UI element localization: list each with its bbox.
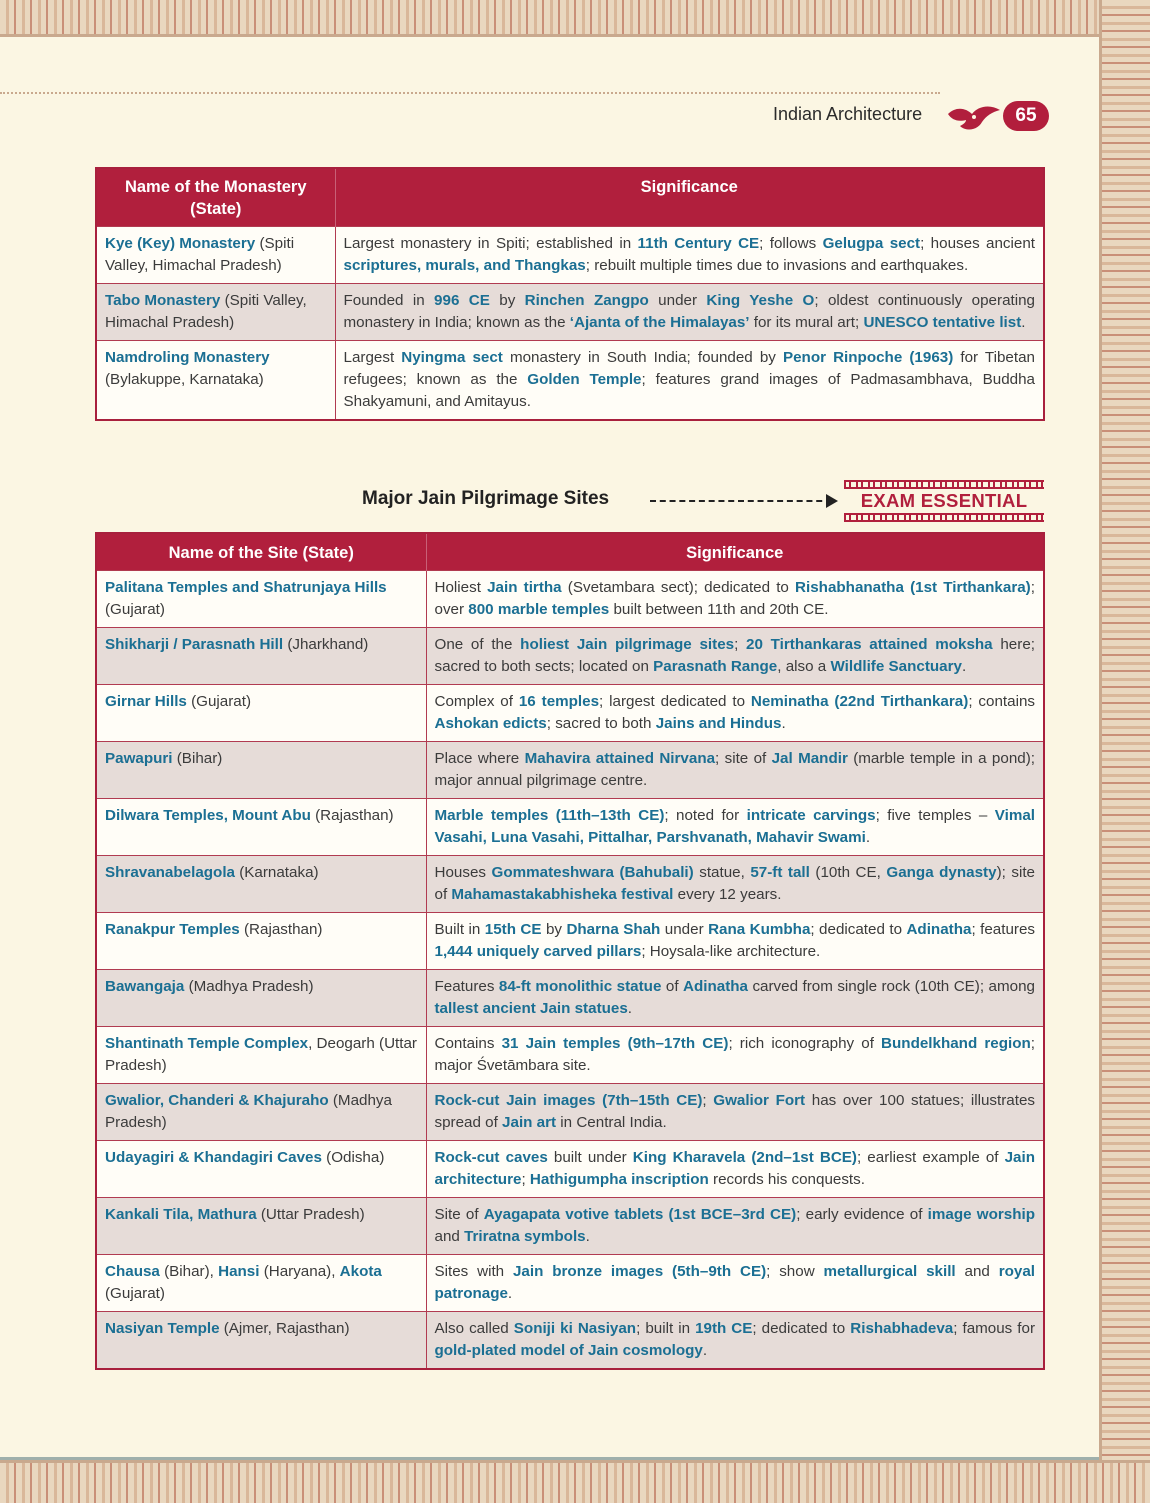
table-row xyxy=(96,341,1044,421)
highlighted-term: Golden Temple xyxy=(527,371,642,388)
table-row xyxy=(96,742,1044,799)
running-header: Indian Architecture xyxy=(773,104,923,124)
highlighted-term: Shikharji / Parasnath Hill xyxy=(105,636,284,653)
highlighted-term: Jains and Hindus xyxy=(655,715,782,732)
plain-text: . xyxy=(1021,314,1026,331)
plain-text: in Central India. xyxy=(556,1114,667,1131)
table-row xyxy=(96,970,1044,1027)
plain-text: (Bihar), xyxy=(159,1263,219,1280)
highlighted-term: 11th Century CE xyxy=(637,235,760,252)
highlighted-term: Chausa xyxy=(105,1263,160,1280)
highlighted-term: Bawangaja xyxy=(105,978,185,995)
column-header-name: Name of the Monastery (State) xyxy=(96,168,335,227)
highlighted-term: Nyingma sect xyxy=(401,349,503,366)
significance-cell xyxy=(426,742,1044,799)
plain-text: Site of xyxy=(434,1206,484,1223)
site-name-cell xyxy=(96,1255,426,1312)
site-name-cell xyxy=(96,856,426,913)
plain-text: (marble temple in a pond); major annual pilgrimage centre. xyxy=(434,750,1035,789)
plain-text: (Ajmer, Rajasthan) xyxy=(219,1320,350,1337)
plain-text: Sites with xyxy=(434,1263,513,1280)
plain-text: Largest monastery in Spiti; established in xyxy=(343,235,638,252)
decorative-border-top xyxy=(0,0,1150,37)
plain-text: Complex of xyxy=(434,693,519,710)
highlighted-term: holiest Jain pilgrimage sites xyxy=(520,636,735,653)
highlighted-term: Marble temples (11th–13th CE) xyxy=(434,807,665,824)
plain-text: ; xyxy=(702,1092,714,1109)
highlighted-term: Ayagapata votive tablets (1st BCE–3rd CE) xyxy=(483,1206,797,1223)
table-row xyxy=(96,571,1044,628)
site-name-cell xyxy=(96,571,426,628)
highlighted-term: Jal Mandir xyxy=(771,750,848,767)
significance-cell xyxy=(335,227,1044,284)
header-rule xyxy=(0,92,940,94)
greek-key-band-bottom xyxy=(844,513,1044,522)
highlighted-term: image worship xyxy=(927,1206,1035,1223)
section-heading: Major Jain Pilgrimage Sites xyxy=(362,488,610,509)
column-header-significance: Significance xyxy=(426,533,1044,571)
table-row xyxy=(96,1141,1044,1198)
plain-text: One of the xyxy=(434,636,521,653)
highlighted-term: Soniji ki Nasiyan xyxy=(513,1320,637,1337)
decorative-border-right xyxy=(1099,0,1150,1500)
highlighted-term: Rinchen Zangpo xyxy=(524,292,649,309)
plain-text: by xyxy=(541,921,567,938)
plain-text: here; sacred to both sects; located on xyxy=(434,636,1035,675)
highlighted-term: Tabo Monastery xyxy=(105,292,221,309)
plain-text: ; dedicated to xyxy=(752,1320,851,1337)
table-row xyxy=(96,284,1044,341)
site-name-cell xyxy=(96,284,335,341)
table-header-row xyxy=(96,533,1044,571)
highlighted-term: tallest ancient Jain statues xyxy=(434,1000,628,1017)
highlighted-term: Rishabhadeva xyxy=(850,1320,954,1337)
table-row xyxy=(96,227,1044,284)
plain-text: Place where xyxy=(434,750,525,767)
significance-cell xyxy=(426,970,1044,1027)
highlighted-term: royal patronage xyxy=(434,1263,1035,1302)
plain-text: Contains xyxy=(434,1035,502,1052)
plain-text: of xyxy=(661,978,683,995)
plain-text: (Rajasthan) xyxy=(239,921,323,938)
monastery-table xyxy=(95,167,1045,421)
highlighted-term: 1,444 uniquely carved pillars xyxy=(434,943,642,960)
plain-text: statue, xyxy=(693,864,751,881)
table-row xyxy=(96,1198,1044,1255)
site-name-cell xyxy=(96,799,426,856)
table-row xyxy=(96,1027,1044,1084)
highlighted-term: scriptures, murals, and Thangkas xyxy=(343,257,586,274)
plain-text: ; dedicated to xyxy=(810,921,907,938)
significance-cell xyxy=(426,1027,1044,1084)
plain-text: (Gujarat) xyxy=(105,601,165,618)
site-name-cell xyxy=(96,1027,426,1084)
highlighted-term: Namdroling Monastery xyxy=(105,349,270,366)
plain-text: ; famous for xyxy=(953,1320,1036,1337)
plain-text: (Spiti Valley, Himachal Pradesh) xyxy=(105,292,307,331)
significance-cell xyxy=(426,685,1044,742)
significance-cell xyxy=(426,1198,1044,1255)
plain-text: ; xyxy=(734,636,747,653)
plain-text: and xyxy=(955,1263,999,1280)
highlighted-term: Penor Rinpoche (1963) xyxy=(782,349,954,366)
significance-cell xyxy=(426,628,1044,685)
plain-text: ; follows xyxy=(759,235,823,252)
plain-text: ; site of xyxy=(715,750,772,767)
highlighted-term: Girnar Hills xyxy=(105,693,187,710)
plain-text: (Haryana), xyxy=(259,1263,340,1280)
table-header-row xyxy=(96,168,1044,227)
plain-text: ; early evidence of xyxy=(796,1206,928,1223)
plain-text: . xyxy=(585,1228,590,1245)
highlighted-term: ‘Ajanta of the Himalayas’ xyxy=(569,314,750,331)
table-row xyxy=(96,913,1044,970)
plain-text: ; rich iconography of xyxy=(728,1035,882,1052)
plain-text: . xyxy=(702,1342,708,1359)
highlighted-term: Bundelkhand region xyxy=(881,1035,1031,1052)
highlighted-term: Dilwara Temples, Mount Abu xyxy=(105,807,311,824)
site-name-cell xyxy=(96,341,335,421)
plain-text: . xyxy=(627,1000,633,1017)
highlighted-term: Ranakpur Temples xyxy=(105,921,240,938)
highlighted-term: Jain bronze images (5th–9th CE) xyxy=(512,1263,767,1280)
highlighted-term: Gommateshwara (Bahubali) xyxy=(491,864,694,881)
plain-text: ; largest dedicated to xyxy=(599,693,751,710)
plain-text: Largest xyxy=(343,349,402,366)
highlighted-term: Parasnath Range xyxy=(653,658,778,675)
highlighted-term: metallurgical skill xyxy=(823,1263,956,1280)
plain-text: (Madhya Pradesh) xyxy=(105,1092,392,1131)
plain-text: for its mural art; xyxy=(749,314,864,331)
site-name-cell xyxy=(96,1198,426,1255)
highlighted-term: Rock-cut caves xyxy=(434,1149,548,1166)
column-header-name: Name of the Site (State) xyxy=(96,533,426,571)
plain-text: has over 100 statues; illustrates spread of xyxy=(434,1092,1035,1131)
plain-text: records his conquests. xyxy=(708,1171,865,1188)
greek-key-band-top xyxy=(844,480,1044,489)
highlighted-term: Adinatha xyxy=(683,978,748,995)
significance-cell xyxy=(335,341,1044,421)
column-header-significance: Significance xyxy=(335,168,1044,227)
site-name-cell xyxy=(96,742,426,799)
site-name-cell xyxy=(96,1141,426,1198)
plain-text: ; contains xyxy=(968,693,1035,710)
plain-text: (Rajasthan) xyxy=(310,807,394,824)
plain-text: (Svetambara sect); dedicated to xyxy=(561,579,796,596)
highlighted-term: Rock-cut Jain images (7th–15th CE) xyxy=(434,1092,703,1109)
highlighted-term: Neminatha (22nd Tirthankara) xyxy=(750,693,969,710)
plain-text: ; xyxy=(521,1171,530,1188)
plain-text: (Gujarat) xyxy=(105,1285,165,1302)
highlighted-term: Mahamastakabhisheka festival xyxy=(451,886,674,903)
highlighted-term: Gwalior, Chanderi & Khajuraho xyxy=(105,1092,329,1109)
highlighted-term: Kye (Key) Monastery xyxy=(105,235,256,252)
plain-text: ; noted for xyxy=(664,807,747,824)
plain-text: (Gujarat) xyxy=(186,693,252,710)
plain-text: Also called xyxy=(434,1320,514,1337)
plain-text: ; major Śvetāmbara site. xyxy=(434,1035,1036,1074)
highlighted-term: Kankali Tila, Mathura xyxy=(105,1206,257,1223)
plain-text: Holiest xyxy=(434,579,488,596)
highlighted-term: Rishabhanatha (1st Tirthankara) xyxy=(795,579,1031,596)
highlighted-term: intricate carvings xyxy=(746,807,876,824)
plain-text: ; show xyxy=(766,1263,824,1280)
plain-text: ; earliest example of xyxy=(857,1149,1005,1166)
table-row xyxy=(96,799,1044,856)
plain-text: ); site of xyxy=(434,864,1035,903)
highlighted-term: 996 CE xyxy=(434,292,490,309)
plain-text: ; houses ancient xyxy=(920,235,1036,252)
plain-text: every 12 years. xyxy=(673,886,782,903)
plain-text: (10th CE, xyxy=(809,864,887,881)
plain-text: (Jharkhand) xyxy=(283,636,369,653)
highlighted-term: gold-plated model of Jain cosmology xyxy=(434,1342,703,1359)
highlighted-term: Palitana Temples and Shatrunjaya Hills xyxy=(105,579,387,596)
highlighted-term: Vimal Vasahi, Luna Vasahi, Pittalhar, Parshvanath, Mahavir Swami xyxy=(434,807,1036,846)
highlighted-term: Wildlife Sanctuary xyxy=(830,658,962,675)
table-row xyxy=(96,628,1044,685)
plain-text: for Tibetan refugees; known as the xyxy=(343,349,1035,388)
plain-text: , Deogarh (Uttar Pradesh) xyxy=(105,1035,417,1074)
plain-text: . xyxy=(865,829,871,846)
plain-text: Houses xyxy=(434,864,492,881)
plain-text: ; sacred to both xyxy=(546,715,656,732)
plain-text: , also a xyxy=(777,658,831,675)
plain-text: under xyxy=(660,921,709,938)
plain-text: (Karnataka) xyxy=(235,864,319,881)
highlighted-term: King Yeshe O xyxy=(706,292,815,309)
plain-text: ; features grand images of Padmasambhava, Buddha Shakyamuni, and Amitayus. xyxy=(343,371,1035,410)
highlighted-term: 57-ft tall xyxy=(750,864,810,881)
table-row xyxy=(96,1312,1044,1370)
plain-text: ; over xyxy=(434,579,1035,618)
site-name-cell xyxy=(96,685,426,742)
significance-cell xyxy=(335,284,1044,341)
highlighted-term: Pawapuri xyxy=(105,750,173,767)
plain-text: ; Hoysala-like architecture. xyxy=(641,943,821,960)
highlighted-term: Jain art xyxy=(502,1114,557,1131)
highlighted-term: Shantinath Temple Complex xyxy=(105,1035,309,1052)
exam-essential-label: EXAM ESSENTIAL xyxy=(860,490,1028,511)
highlighted-term: Nasiyan Temple xyxy=(105,1320,220,1337)
site-name-cell xyxy=(96,1312,426,1370)
highlighted-term: Akota xyxy=(339,1263,382,1280)
plain-text: Features xyxy=(434,978,499,995)
plain-text: ; five temples – xyxy=(875,807,995,824)
plain-text: ; features xyxy=(971,921,1035,938)
highlighted-term: Shravanabelagola xyxy=(105,864,235,881)
highlighted-term: Ganga dynasty xyxy=(886,864,997,881)
plain-text: . xyxy=(781,715,786,732)
plain-text: by xyxy=(489,292,525,309)
plain-text: built under xyxy=(547,1149,633,1166)
highlighted-term: Rana Kumbha xyxy=(708,921,811,938)
highlighted-term: Udayagiri & Khandagiri Caves xyxy=(105,1149,322,1166)
significance-cell xyxy=(426,799,1044,856)
significance-cell xyxy=(426,856,1044,913)
significance-cell xyxy=(426,571,1044,628)
significance-cell xyxy=(426,1084,1044,1141)
highlighted-term: Jain tirtha xyxy=(487,579,562,596)
plain-text: carved from single rock (10th CE); among xyxy=(747,978,1035,995)
highlighted-term: 20 Tirthankaras attained moksha xyxy=(746,636,993,653)
significance-cell xyxy=(426,1255,1044,1312)
arrow-dashed-line xyxy=(650,500,832,502)
plain-text: (Madhya Pradesh) xyxy=(184,978,314,995)
highlighted-term: Jain architecture xyxy=(434,1149,1035,1188)
page-number: 65 xyxy=(1003,101,1049,131)
table-row xyxy=(96,1084,1044,1141)
highlighted-term: 19th CE xyxy=(695,1320,753,1337)
highlighted-term: 31 Jain temples (9th–17th CE) xyxy=(501,1035,729,1052)
plain-text: ; rebuilt multiple times due to invasions and earthquakes. xyxy=(585,257,969,274)
arrow-right-icon xyxy=(826,494,838,508)
bird-ornament-icon xyxy=(944,100,1004,134)
plain-text: Founded in xyxy=(343,292,435,309)
plain-text: ; built in xyxy=(636,1320,696,1337)
plain-text: ; oldest continuously operating monastery in India; known as the xyxy=(343,292,1035,331)
significance-cell xyxy=(426,913,1044,970)
highlighted-term: 15th CE xyxy=(484,921,542,938)
highlighted-term: Triratna symbols xyxy=(464,1228,586,1245)
plain-text: monastery in South India; founded by xyxy=(502,349,783,366)
plain-text: built between 11th and 20th CE. xyxy=(609,601,829,618)
plain-text: (Bylakuppe, Karnataka) xyxy=(105,371,264,388)
site-name-cell xyxy=(96,970,426,1027)
highlighted-term: Hathigumpha inscription xyxy=(529,1171,709,1188)
plain-text: Built in xyxy=(434,921,485,938)
plain-text: under xyxy=(648,292,707,309)
plain-text: . xyxy=(961,658,967,675)
table-row xyxy=(96,685,1044,742)
highlighted-term: 16 temples xyxy=(518,693,600,710)
exam-essential-badge xyxy=(844,480,1044,522)
plain-text: . xyxy=(507,1285,513,1302)
significance-cell xyxy=(426,1312,1044,1370)
highlighted-term: Hansi xyxy=(218,1263,260,1280)
site-name-cell xyxy=(96,227,335,284)
highlighted-term: Gwalior Fort xyxy=(713,1092,806,1109)
plain-text: (Uttar Pradesh) xyxy=(256,1206,365,1223)
highlighted-term: UNESCO tentative list xyxy=(863,314,1022,331)
decorative-border-bottom xyxy=(0,1460,1150,1503)
highlighted-term: Dharna Shah xyxy=(566,921,661,938)
site-name-cell xyxy=(96,1084,426,1141)
plain-text: (Odisha) xyxy=(321,1149,385,1166)
highlighted-term: Gelugpa sect xyxy=(822,235,921,252)
highlighted-term: Mahavira attained Nirvana xyxy=(524,750,716,767)
jain-sites-table xyxy=(95,532,1045,1370)
site-name-cell xyxy=(96,913,426,970)
highlighted-term: King Kharavela (2nd–1st BCE) xyxy=(632,1149,857,1166)
site-name-cell xyxy=(96,628,426,685)
plain-text: (Spiti Valley, Himachal Pradesh) xyxy=(105,235,295,274)
highlighted-term: Ashokan edicts xyxy=(434,715,547,732)
significance-cell xyxy=(426,1141,1044,1198)
highlighted-term: Adinatha xyxy=(906,921,972,938)
table-row xyxy=(96,856,1044,913)
plain-text: and xyxy=(434,1228,465,1245)
plain-text: (Bihar) xyxy=(172,750,223,767)
table-row xyxy=(96,1255,1044,1312)
highlighted-term: 84-ft monolithic statue xyxy=(498,978,662,995)
highlighted-term: 800 marble temples xyxy=(468,601,610,618)
